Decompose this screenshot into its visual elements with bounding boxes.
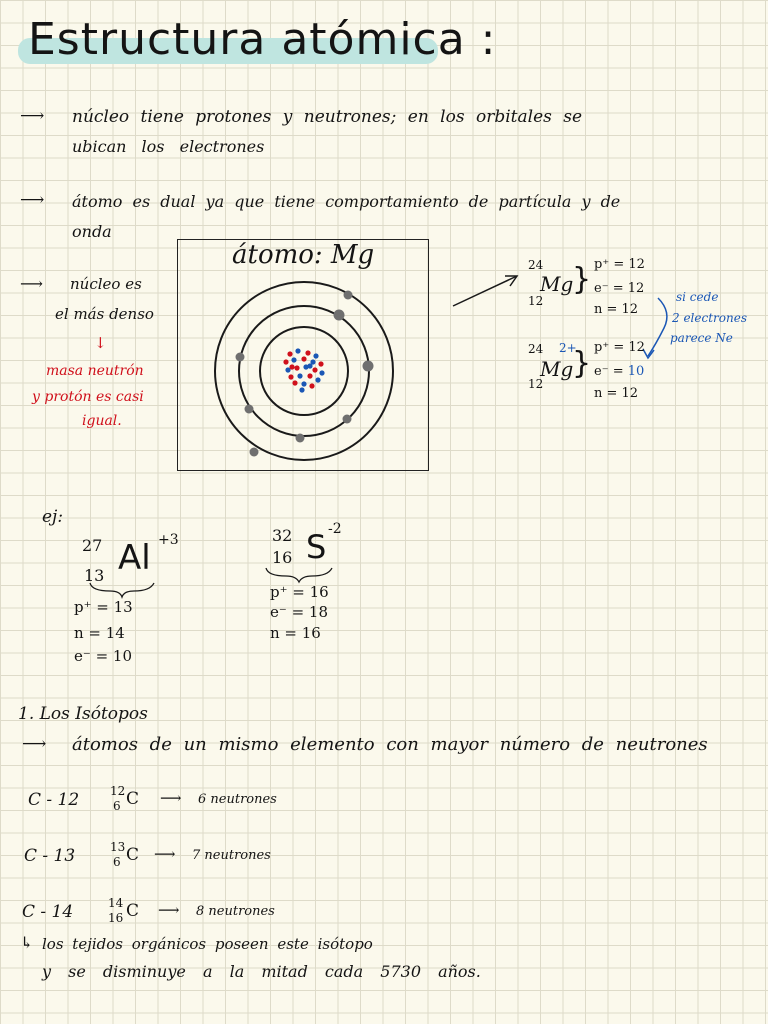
s-neutrons: n = 16 [270,624,321,642]
al-neutrons: n = 14 [74,624,125,642]
arrow-icon: ⟶ [154,845,176,863]
neutron [313,353,318,358]
isotope-note-line-2: y se disminuye a la mitad cada 5730 años. [42,962,481,981]
mg2-electrons [594,364,644,379]
proton [288,374,293,379]
isotope-atomic: 6 [113,799,121,813]
al-mass-number: 27 [82,536,103,555]
arrow-icon: ⟶ [22,734,47,754]
mg2-charge: 2+ [559,341,577,355]
neutron [319,370,324,375]
neutron [295,348,300,353]
arrow-icon: ⟶ [20,190,45,210]
electron [343,415,352,424]
s-mass-number: 32 [272,526,293,545]
neutron [291,357,296,362]
al-atomic-number: 13 [84,566,105,585]
mg2-symbol: Mg [540,357,574,381]
example-label: ej: [42,507,64,527]
s-charge: -2 [328,521,342,537]
proton [301,356,306,361]
proton [289,364,294,369]
proton [287,351,292,356]
side-note-line-2: 2 electrones [672,311,747,325]
isotope-name: C - 12 [28,790,80,810]
al-electrons: e⁻ = 10 [74,647,132,665]
mg2-electrons-label: e⁻ = [594,364,624,379]
electron [344,291,353,300]
neutron [301,381,306,386]
mg1-brace: } [572,262,592,297]
bullet-2-line-1: átomo es dual ya que tiene comportamiento de partícula y de [72,192,621,211]
electron [296,434,305,443]
s-protons: p⁺ = 16 [270,583,329,601]
side-note-line-1: si cede [676,290,719,304]
bullet-2-line-2: onda [72,222,112,241]
isotope-note-line-1: los tejidos orgánicos poseen este isótopo [42,935,373,953]
diagram-title: átomo: Mg [232,240,375,270]
s-atomic-number: 16 [272,548,293,567]
proton [312,367,317,372]
al-protons: p⁺ = 13 [74,598,133,616]
isotope-mass: 12 [110,784,126,798]
isotope-name: C - 13 [24,846,76,866]
isotope-symbol: C [126,789,140,809]
proton [292,380,297,385]
arrow-icon: ⟶ [160,789,182,807]
mg1-electrons: e⁻ = 12 [594,281,645,296]
isotope-mass: 14 [108,896,124,910]
electron [250,448,259,457]
mg2-brace: } [572,346,592,381]
al-charge: +3 [158,532,179,548]
red-note-line-2: y protón es casi [32,389,144,405]
mg1-protons: p⁺ = 12 [594,257,645,272]
orbit-1 [260,327,348,415]
red-note-line-1: masa neutrón [46,363,144,379]
arrow-icon: ⟶ [158,901,180,919]
isotopes-definition: átomos de un mismo elemento con mayor número de neutrones [72,734,708,755]
page-title: Estructura atómica : [28,14,497,65]
isotope-symbol: C [126,845,140,865]
s-symbol: S [306,528,327,566]
al-symbol: Al [118,538,151,578]
neutron [297,373,302,378]
mg2-mass-number: 24 [528,342,544,356]
proton [283,359,288,364]
bullet-1-line-2: ubican los electrones [72,137,265,156]
electrons [236,291,374,457]
s-electrons: e⁻ = 18 [270,603,328,621]
isotope-atomic: 6 [113,855,121,869]
isotopes-heading: 1. Los Isótopos [18,704,148,724]
arrow-to-mg-icon [453,276,517,306]
isotope-result: 6 neutrones [198,792,277,807]
bullet-3-line-1: núcleo es [70,275,142,293]
red-note-line-3: igual. [82,413,122,429]
down-arrow-icon: ↓ [94,334,107,352]
proton [305,350,310,355]
electron [236,353,245,362]
neutron [307,363,312,368]
electron [245,405,254,414]
proton [309,383,314,388]
electron [334,310,345,321]
al-underbrace-icon [90,583,154,597]
isotope-atomic: 16 [108,911,124,925]
arrow-icon: ⟶ [20,106,45,126]
hook-arrow-icon: ↳ [20,933,34,952]
mg1-symbol: Mg [540,272,574,296]
isotope-symbol: C [126,901,140,921]
mg2-atomic-number: 12 [528,377,544,391]
side-note-line-3: parece Ne [670,331,733,345]
mg2-protons: p⁺ = 12 [594,340,645,355]
bullet-3-line-2: el más denso [55,305,154,323]
arrow-icon: ⟶ [20,274,43,293]
s-underbrace-icon [266,568,332,582]
isotope-mass: 13 [110,840,126,854]
electron [363,361,374,372]
mg2-electrons-value: 10 [627,364,645,379]
isotope-name: C - 14 [22,902,74,922]
mg1-mass-number: 24 [528,258,544,272]
isotope-result: 8 neutrones [196,904,275,919]
blue-bracket-icon [648,298,667,356]
mg1-neutrons: n = 12 [594,302,639,317]
mg1-atomic-number: 12 [528,294,544,308]
proton [294,365,299,370]
neutron [299,387,304,392]
bullet-1-line-1: núcleo tiene protones y neutrones; en los orbitales se [72,107,583,127]
neutron [315,377,320,382]
mg2-neutrons: n = 12 [594,386,639,401]
proton [318,361,323,366]
proton [307,373,312,378]
isotope-result: 7 neutrones [192,848,271,863]
nucleus [283,348,324,392]
